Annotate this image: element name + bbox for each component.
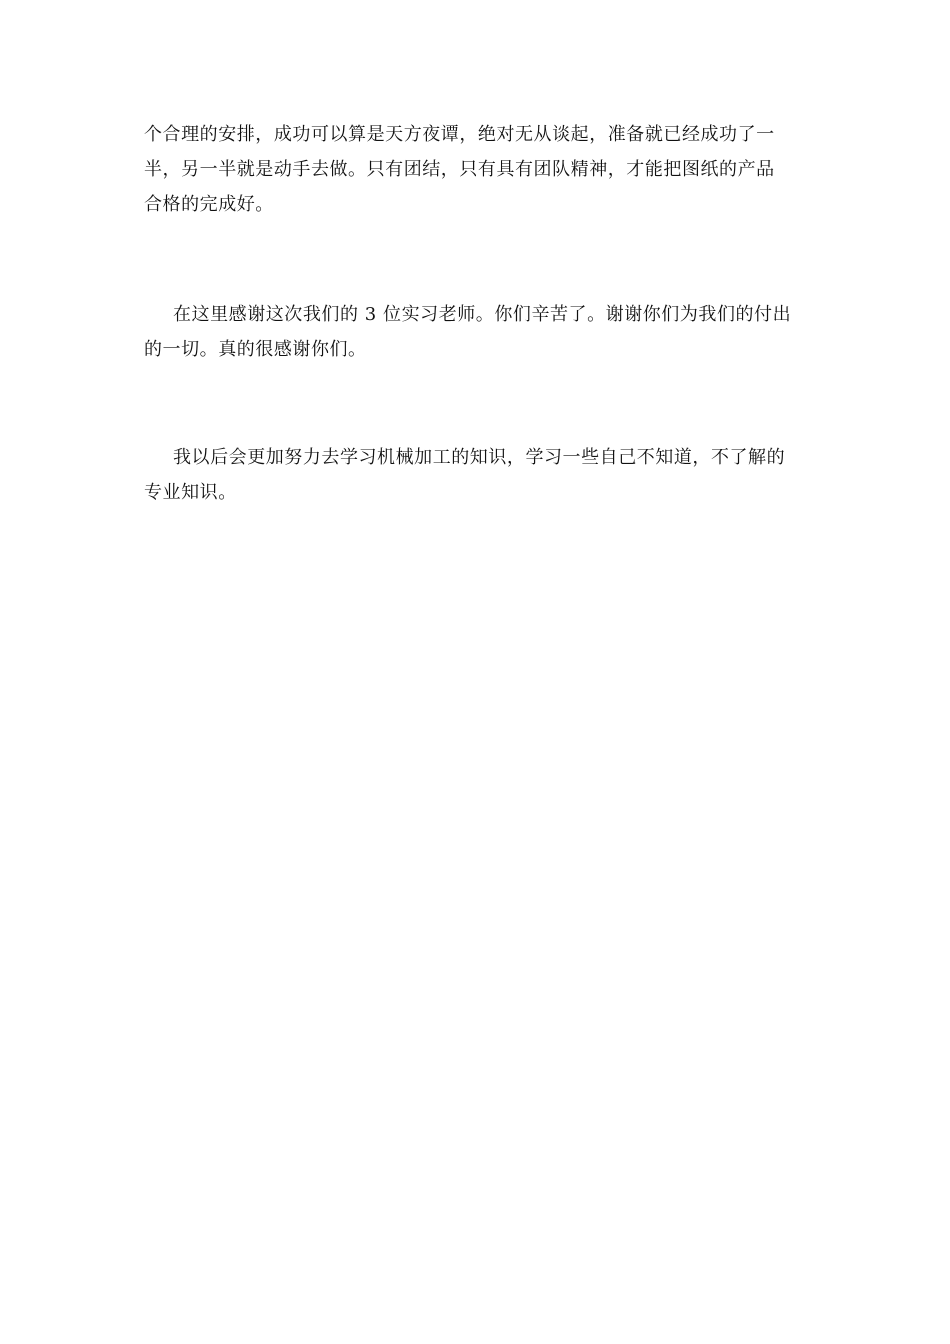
paragraph-future-study	[144, 440, 808, 510]
paragraph-thanks	[144, 297, 808, 367]
paragraph-line: 我以后会更加努力去学习机械加工的知识，学习一些自己不知道，不了解的	[173, 447, 786, 468]
paragraph-line: 在这里感谢这次我们的 3 位实习老师。你们辛苦了。谢谢你们为我们的付出	[173, 304, 792, 325]
paragraph-line: 专业知识。	[144, 482, 237, 503]
paragraph-line: 的一切。真的很感谢你们。	[144, 339, 367, 360]
paragraph-line: 半，另一半就是动手去做。只有团结，只有具有团队精神，才能把图纸的产品	[144, 159, 775, 180]
paragraph-teamwork	[144, 117, 808, 222]
paragraph-line: 合格的完成好。	[144, 194, 274, 215]
paragraph-line: 个合理的安排，成功可以算是天方夜谭，绝对无从谈起，准备就已经成功了一	[144, 124, 775, 145]
